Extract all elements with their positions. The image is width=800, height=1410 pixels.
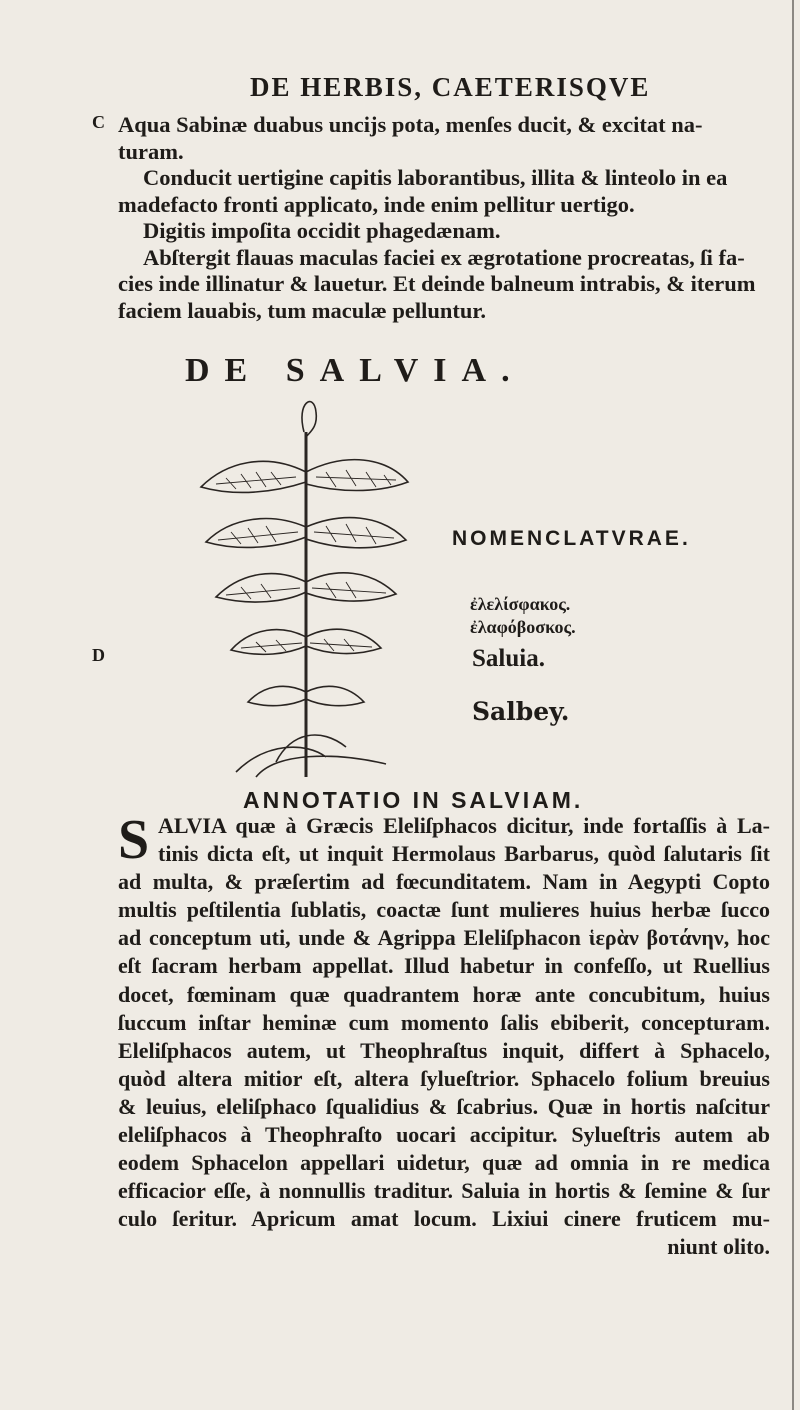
latin-name: Saluia. [472,645,545,672]
page-edge-line [792,0,794,1410]
body-line: ad multa, & præſertim ad fœcunditatem. Nam in Aegypti Copto [118,869,770,895]
intro-line: madefacto fronti applicato, inde enim pellitur uertigo. [118,191,635,217]
body-line: niunt olito. [667,1234,770,1260]
body-line: eodem Sphacelon appellari uidetur, quæ ad omnia in re medica [118,1150,770,1176]
body-line: ALVIA quæ à Græcis Eleliſphacos dicitur, inde fortaſſis à La- [158,813,770,838]
body-line: quòd altera mitior eſt, altera ſylueſtrior. Sphacelo folium breuius [118,1065,770,1091]
body-line: multis peſtilentia ſublatis, coactæ ſunt mulieres huius herbæ ſucco [118,897,770,923]
body-line: eleliſphacos à Theophraſto uocari accipitur. Sylueſtris autem ab [118,1122,770,1148]
section-title: DE SALVIA. [185,352,525,389]
intro-line: cies inde illinatur & lauetur. Et deinde balneum intrabis, & iterum [118,271,756,296]
running-head: DE HERBIS, CAETERISQVE [250,72,651,102]
sage-plant-woodcut [196,392,414,782]
annotation-title: ANNOTATIO IN SALVIAM. [243,787,584,813]
intro-line: Aqua Sabinæ duabus uncijs pota, menſes ducit, & excitat na- [118,112,703,137]
nomenclature-title: NOMENCLATVRAE. [452,527,691,550]
drop-cap: S [118,809,150,871]
margin-letter-d: D [92,645,105,665]
german-name: Salbey. [472,697,570,726]
greek-name-2: ἐλαφόβοσκος. [470,617,576,637]
body-line: eſt ſacram herbam appellat. Illud habetur in confeſſo, ut Ruellius [118,953,770,979]
intro-text [118,112,758,324]
intro-line: Abſtergit flauas maculas faciei ex ægrotatione procreatas, ſi fa- [143,244,745,270]
intro-line: Conducit uertigine capitis laborantibus, illita & linteolo in ea [143,165,728,190]
body-line: Eleliſphacos autem, ut Theophraſtus inquit, differt à Sphacelo, [118,1037,770,1063]
intro-line: Digitis impoſita occidit phagedænam. [143,218,501,243]
body-line: efficacior eſſe, à nonnullis traditur. Saluia in hortis & ſemine & ſur [118,1178,770,1204]
body-line: docet, fœminam quæ quadrantem horæ ante concubitum, huius [118,981,770,1007]
body-line: tinis dicta eſt, ut inquit Hermolaus Barbarus, quòd ſalutaris ſit [158,841,770,867]
body-line: ſuccum inſtar heminæ cum momento ſalis ebiberit, concepturam. [118,1009,770,1035]
greek-name-1: ἐλελίσφακος. [470,594,571,614]
body-line: & leuius, eleliſphaco ſqualidius & ſcabrius. Quæ in hortis naſcitur [118,1093,770,1119]
intro-line: faciem lauabis, tum maculæ pelluntur. [118,297,486,323]
body-line: culo ſeritur. Apricum amat locum. Lixiui cinere fruticem mu- [118,1206,770,1232]
intro-line: turam. [118,138,184,164]
margin-letter-c: C [92,112,105,132]
body-line: ad conceptum uti, unde & Agrippa Eleliſphacon ἱερὰν βοτάνην, hoc [118,925,770,951]
annotation-body [118,809,770,1262]
